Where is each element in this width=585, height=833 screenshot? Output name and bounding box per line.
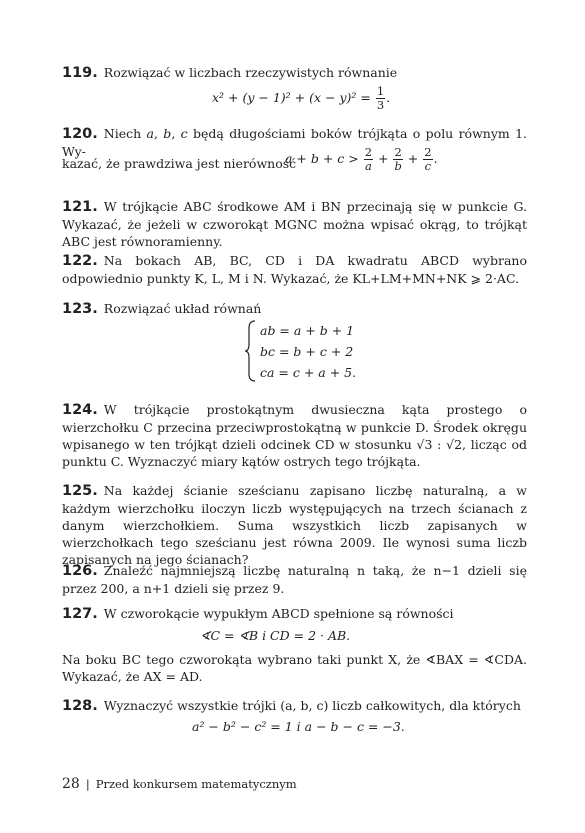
problem-text: Rozwiązać układ równań: [103, 301, 262, 316]
problem-number: 120.: [62, 126, 98, 142]
footer-title: Przed konkursem matematycznym: [95, 777, 297, 791]
problem-text: Niech: [103, 126, 147, 141]
problem-text: W czworokącie wypukłym ABCD spełnione są równości: [103, 606, 454, 621]
problem-text: W trójkącie ABC środkowe AM i BN przecinają się w punkcie G. Wykazać, że jeżeli w czworokąt MGNC można wpisać okrąg, to trójkąt ABC jest równoramienny.: [62, 199, 527, 249]
problem-125: [62, 482, 527, 568]
problem-124: [62, 401, 527, 470]
problem-126: [62, 562, 527, 597]
fraction-2-over-c: [423, 146, 432, 173]
fraction-denominator: 3: [376, 98, 385, 112]
equation-lhs: x² + (y − 1)² + (x − y)² =: [212, 90, 371, 105]
var-b: b: [163, 126, 172, 141]
fraction-numerator: 2: [424, 145, 432, 159]
problem-text: Na bokach AB, BC, CD i DA kwadratu ABCD wybrano odpowiednio punkty K, L, M i N. Wykazać, że KL+LM+MN+NK ⩾ 2·AC.: [62, 253, 527, 286]
var-c: c: [180, 126, 188, 141]
equation-127: ∢C = ∢B i CD = 2 · AB.: [200, 628, 351, 643]
fraction-2-over-a: [364, 146, 373, 173]
problem-number: 122.: [62, 253, 98, 269]
fraction-numerator: 1: [376, 84, 385, 98]
problem-number: 124.: [62, 402, 98, 418]
footer: [62, 776, 297, 792]
problem-number: 126.: [62, 563, 98, 579]
fraction-numerator: 2: [364, 145, 373, 159]
brace-icon: [244, 320, 258, 382]
fraction-denominator: a: [364, 159, 372, 173]
problem-127: [62, 605, 527, 623]
system-equation-3: ca = c + a + 5.: [260, 365, 357, 380]
fraction-2-over-b: [393, 146, 402, 173]
problem-127-continuation: [62, 651, 527, 685]
problem-text: W trójkącie prostokątnym dwusieczna kąta prostego o wierzchołku C przecina przeciwprostokątną w punkcie D. Środek okręgu wpisanego w ten trójkąt dzieli odcinek CD w stosunku √3 : √2, licząc od punktu C. Wyznaczyć miary kątów ostrych tego trójkąta.: [62, 402, 527, 469]
problem-123: [62, 300, 527, 318]
problem-number: 119.: [62, 65, 98, 81]
problem-text: Na boku BC tego czworokąta wybrano taki punkt X, że ∢BAX = ∢CDA. Wykazać, że AX = AD.: [62, 652, 527, 684]
system-equation-2: bc = b + c + 2: [260, 344, 354, 359]
equation-120: a + b + c > $\frac{2}{a}$ + $\frac{2}{b}$ + $\frac{2}{c}$ .: [285, 145, 438, 173]
equation-lhs: a + b + c >: [285, 151, 359, 166]
problem-text: Wyznaczyć wszystkie trójki (a, b, c) liczb całkowitych, dla których: [103, 698, 521, 713]
equation-119: x² + (y − 1)² + (x − y)² = $\frac{1}{3}$ .: [212, 84, 391, 112]
problem-text: Na każdej ścianie sześcianu zapisano liczbę naturalną, a w każdym wierzchołku iloczyn liczb występujących na trzech ścianach z danym wierzchołkiem. Suma wszystkich liczb zapisanych w wierzchołkach tego sześcianu jest równa 2009. Ile wynosi suma liczb zapisanych na jego ścianach?: [62, 483, 527, 567]
problem-122: [62, 252, 527, 287]
fraction-numerator: 2: [394, 145, 402, 159]
problem-text: będą długościami boków trójkąta o polu równym 1. Wy-: [62, 126, 528, 159]
fraction-denominator: b: [394, 159, 402, 173]
problem-number: 121.: [62, 199, 98, 215]
problem-128: [62, 697, 527, 715]
problem-number: 128.: [62, 698, 98, 714]
equation-128: a² − b² − c² = 1 i a − b − c = −3.: [192, 719, 405, 734]
problem-121: [62, 198, 527, 250]
comma: ,: [171, 126, 181, 141]
problem-number: 127.: [62, 606, 98, 622]
comma: ,: [153, 126, 164, 141]
problem-text: kazać, że prawdziwa jest nierówność: [62, 156, 297, 171]
problem-text: Rozwiązać w liczbach rzeczywistych równanie: [103, 65, 398, 80]
fraction-one-third: [376, 85, 385, 112]
fraction-denominator: c: [424, 159, 432, 173]
problem-number: 123.: [62, 301, 98, 317]
problem-119: [62, 64, 527, 82]
problem-number: 125.: [62, 483, 98, 499]
var-a: a: [146, 126, 154, 141]
page-number: 28: [62, 776, 80, 792]
footer-separator: |: [85, 777, 90, 791]
problem-text: Znaleźć najmniejszą liczbę naturalną n taką, że n−1 dzieli się przez 200, a n+1 dzieli się przez 9.: [62, 563, 527, 596]
system-equation-1: ab = a + b + 1: [260, 323, 355, 338]
